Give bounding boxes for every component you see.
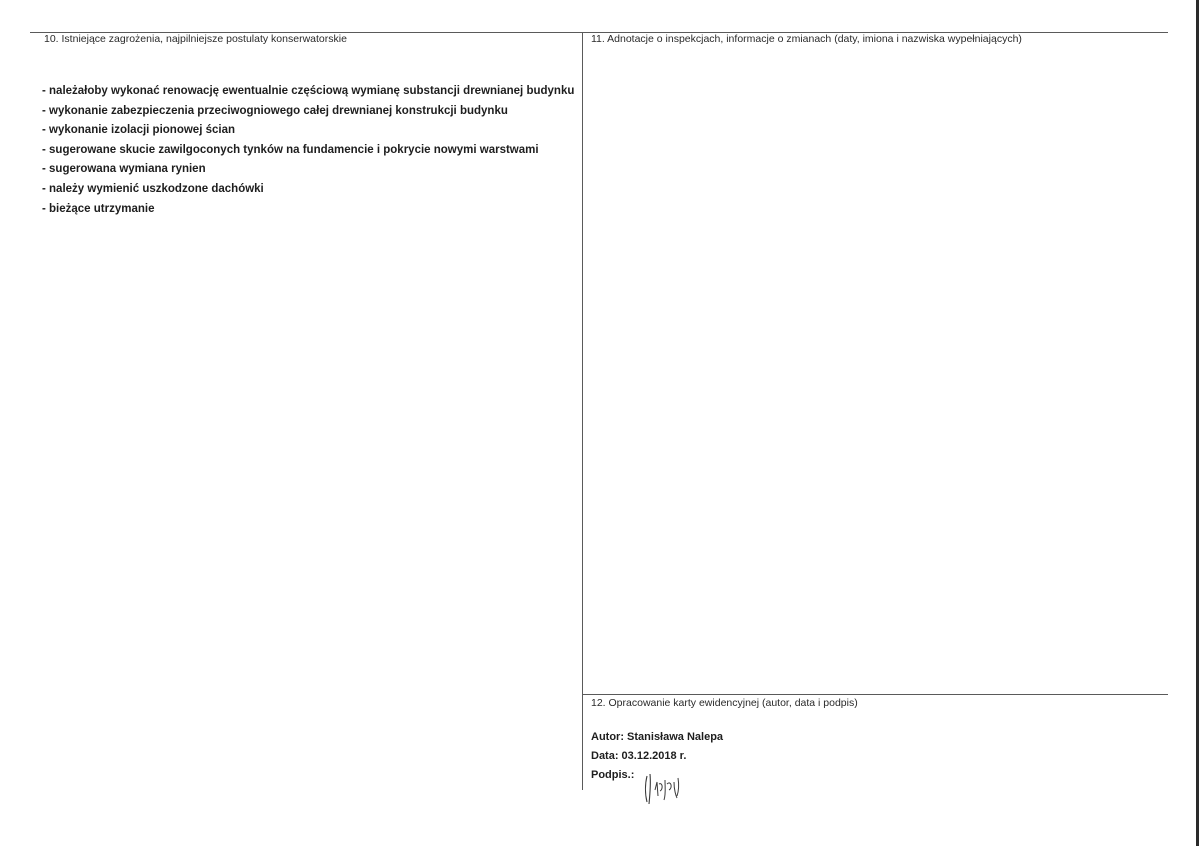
section-10-label: 10. Istniejące zagrożenia, najpilniejsze postulaty konserwatorskie (44, 33, 347, 45)
list-item: - wykonanie zabezpieczenia przeciwogniowego całej drewnianej konstrukcji budynku (42, 104, 508, 117)
list-item: - sugerowane skucie zawilgoconych tynków na fundamencie i pokrycie nowymi warstwami (42, 143, 539, 156)
list-item: - wykonanie izolacji pionowej ścian (42, 124, 235, 137)
section-12-rule (582, 694, 1168, 695)
list-item: - należałoby wykonać renowację ewentualnie częściową wymianę substancji drewnianej budynku (42, 85, 575, 97)
author-name: Autor: Stanisława Nalepa (591, 731, 724, 743)
handwritten-signature (641, 770, 689, 806)
signature-label: Podpis.: (591, 769, 635, 781)
conservation-postulates-list (42, 84, 574, 221)
list-item: - należy wymienić uszkodzone dachówki (42, 182, 264, 195)
list-item: - bieżące utrzymanie (42, 202, 155, 215)
column-divider (582, 32, 583, 790)
section-12-label: 12. Opracowanie karty ewidencyjnej (autor, data i podpis) (591, 697, 858, 709)
section-11-label: 11. Adnotacje o inspekcjach, informacje o zmianach (daty, imiona i nazwiska wypełniających) (591, 33, 1022, 45)
author-date: Data: 03.12.2018 r. (591, 750, 687, 762)
list-item: - sugerowana wymiana rynien (42, 163, 206, 176)
